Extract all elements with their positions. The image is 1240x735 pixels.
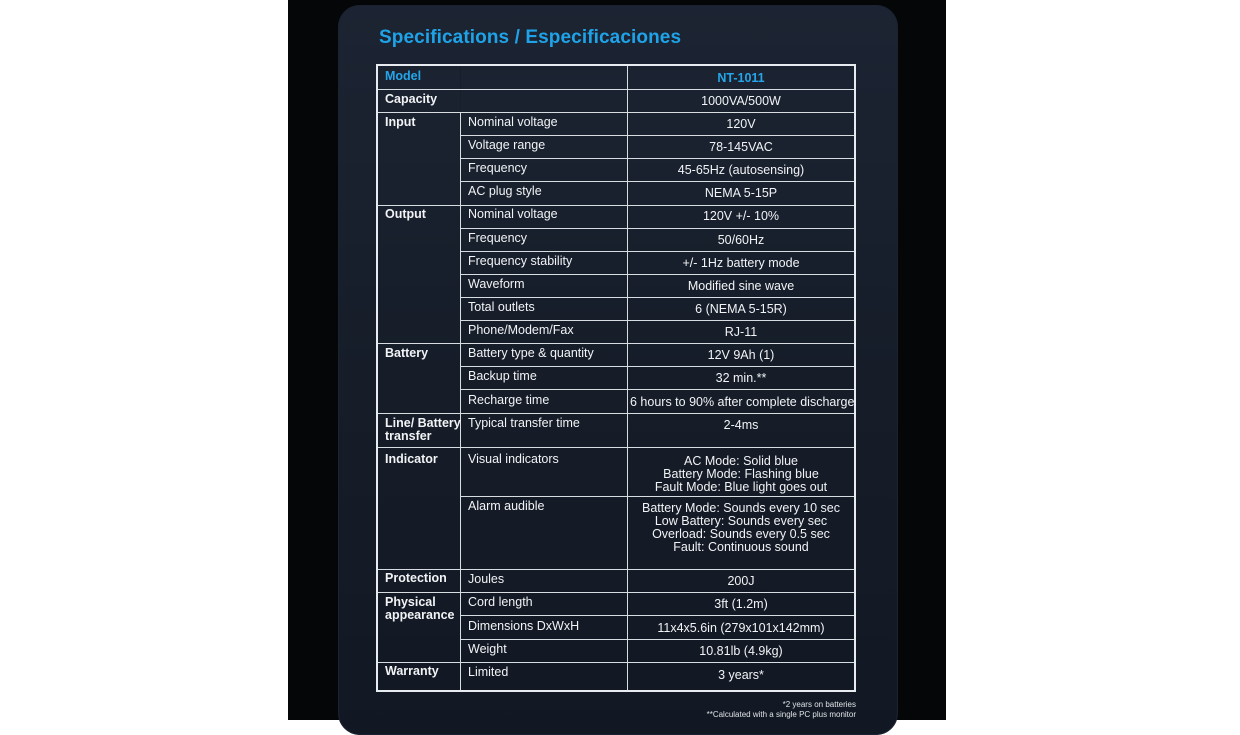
- row-value: 10.81lb (4.9kg): [699, 644, 783, 658]
- row-value: 2-4ms: [723, 418, 759, 432]
- row-separator: [378, 413, 854, 414]
- capacity-label: Capacity: [385, 92, 438, 106]
- row-separator: [460, 135, 854, 136]
- row-separator: [378, 89, 854, 90]
- row-separator: [460, 251, 854, 252]
- row-separator: [378, 662, 854, 663]
- group-input: Input: [385, 115, 416, 129]
- row-value: 200J: [727, 574, 755, 588]
- row-value: 6 (NEMA 5-15R): [695, 302, 787, 316]
- row-value: 78-145VAC: [709, 140, 773, 154]
- row-param: Nominal voltage: [468, 115, 558, 129]
- row-value: 32 min.**: [715, 371, 767, 385]
- model-value: NT-1011: [717, 71, 765, 85]
- group-physical-appearance-line1: Physical: [385, 595, 436, 609]
- spec-table: [376, 64, 856, 692]
- row-value: 6 hours to 90% after complete discharge: [630, 395, 855, 409]
- row-value: 45-65Hz (autosensing): [677, 163, 805, 177]
- row-param: Weight: [468, 642, 507, 656]
- row-value-line: Low Battery: Sounds every sec: [654, 514, 828, 528]
- page-title: Specifications / Especificaciones: [379, 27, 682, 48]
- row-param: Dimensions DxWxH: [468, 619, 580, 633]
- column-divider-param: [460, 113, 461, 690]
- row-param: AC plug style: [468, 184, 542, 198]
- footnote-batteries: *2 years on batteries: [782, 700, 856, 709]
- row-separator: [460, 297, 854, 298]
- row-param: Backup time: [468, 369, 537, 383]
- group-battery: Battery: [385, 346, 429, 360]
- row-separator: [460, 389, 854, 390]
- row-value: 120V +/- 10%: [702, 209, 780, 223]
- row-value: 12V 9Ah (1): [707, 348, 775, 362]
- row-param: Recharge time: [468, 393, 550, 407]
- row-value: 120V: [726, 117, 756, 131]
- row-value-line: Battery Mode: Flashing blue: [663, 467, 819, 481]
- capacity-value: 1000VA/500W: [701, 94, 781, 108]
- column-divider-value: [627, 66, 628, 690]
- row-separator: [378, 592, 854, 593]
- row-param: Visual indicators: [468, 452, 559, 466]
- row-value: 11x4x5.6in (279x101x142mm): [657, 621, 825, 635]
- row-separator: [460, 320, 854, 321]
- row-param: Frequency: [468, 231, 528, 245]
- group-line-battery-transfer-line2: transfer: [385, 429, 432, 443]
- row-value-line: Fault: Continuous sound: [673, 540, 809, 554]
- row-separator: [378, 205, 854, 206]
- row-param: Alarm audible: [468, 499, 545, 513]
- row-value: 3ft (1.2m): [714, 597, 768, 611]
- row-separator: [378, 343, 854, 344]
- row-separator: [460, 158, 854, 159]
- group-line-battery-transfer: [385, 417, 461, 443]
- row-value-line: AC Mode: Solid blue: [684, 454, 798, 468]
- row-separator: [460, 274, 854, 275]
- row-param: Joules: [468, 572, 505, 586]
- model-label: Model: [385, 69, 422, 83]
- row-value-line: Fault Mode: Blue light goes out: [654, 480, 828, 494]
- row-param: Battery type & quantity: [468, 346, 594, 360]
- row-value-line: Battery Mode: Sounds every 10 sec: [641, 501, 841, 515]
- row-value: 50/60Hz: [717, 233, 765, 247]
- row-value-line: Overload: Sounds every 0.5 sec: [652, 527, 830, 541]
- row-param: Nominal voltage: [468, 207, 558, 221]
- group-line-battery-transfer-line1: Line/ Battery: [385, 416, 461, 430]
- footnote-calculation: **Calculated with a single PC plus monitor: [706, 710, 856, 719]
- row-param: Total outlets: [468, 300, 535, 314]
- row-value: 3 years*: [718, 668, 764, 682]
- row-value: +/- 1Hz battery mode: [682, 256, 800, 270]
- row-separator: [378, 569, 854, 570]
- row-separator: [460, 228, 854, 229]
- row-param: Voltage range: [468, 138, 546, 152]
- row-separator: [460, 366, 854, 367]
- row-value: NEMA 5-15P: [704, 186, 778, 200]
- row-param: Typical transfer time: [468, 416, 580, 430]
- group-indicator: Indicator: [385, 452, 438, 466]
- row-value-multiline: [630, 455, 852, 494]
- row-value-multiline: [630, 502, 852, 554]
- row-param: Waveform: [468, 277, 525, 291]
- row-separator: [460, 615, 854, 616]
- group-physical-appearance: [385, 596, 454, 622]
- row-param: Frequency: [468, 161, 528, 175]
- group-protection: Protection: [385, 571, 447, 585]
- row-separator: [460, 496, 854, 497]
- group-physical-appearance-line2: appearance: [385, 608, 455, 622]
- row-param: Cord length: [468, 595, 533, 609]
- row-value: RJ-11: [724, 325, 758, 339]
- row-separator: [460, 639, 854, 640]
- group-output: Output: [385, 207, 426, 221]
- row-param: Frequency stability: [468, 254, 573, 268]
- row-value: Modified sine wave: [687, 279, 795, 293]
- row-param: Limited: [468, 665, 509, 679]
- row-separator: [460, 181, 854, 182]
- group-warranty: Warranty: [385, 664, 439, 678]
- row-param: Phone/Modem/Fax: [468, 323, 574, 337]
- row-separator: [378, 447, 854, 448]
- row-separator: [378, 112, 854, 113]
